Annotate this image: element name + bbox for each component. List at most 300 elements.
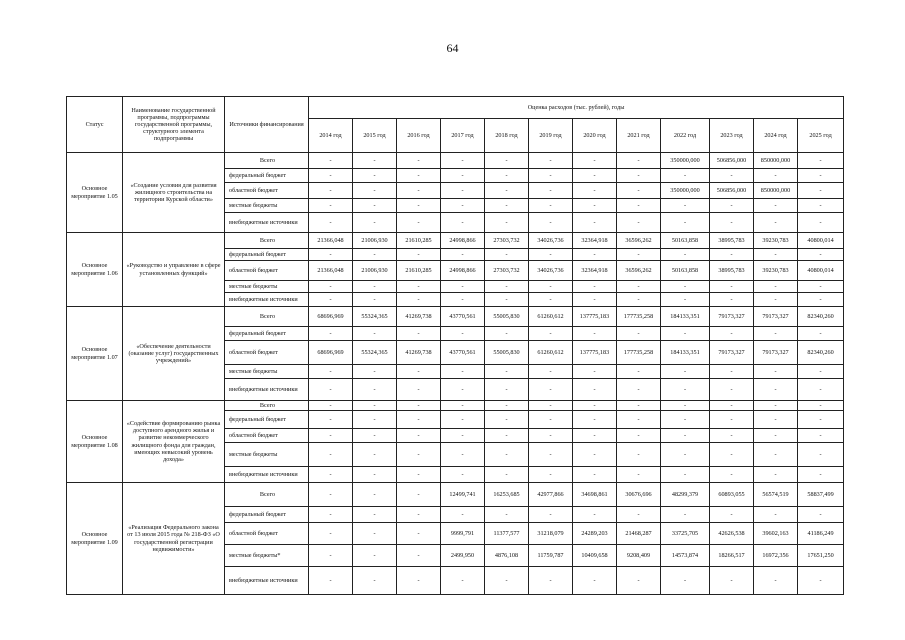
- value-cell: 82340,260: [798, 307, 844, 327]
- header-year: 2023 год: [710, 119, 754, 153]
- value-cell: -: [485, 401, 529, 411]
- value-cell: -: [798, 411, 844, 429]
- value-cell: -: [353, 183, 397, 199]
- value-cell: -: [573, 199, 617, 213]
- budget-table: [66, 96, 844, 595]
- value-cell: -: [798, 327, 844, 341]
- value-cell: -: [353, 429, 397, 443]
- value-cell: -: [754, 401, 798, 411]
- value-cell: -: [353, 249, 397, 261]
- value-cell: 10409,658: [573, 545, 617, 567]
- value-cell: 14573,874: [661, 545, 710, 567]
- value-cell: -: [529, 199, 573, 213]
- value-cell: -: [485, 379, 529, 401]
- value-cell: -: [661, 281, 710, 293]
- value-cell: -: [309, 153, 353, 169]
- value-cell: -: [485, 507, 529, 523]
- value-cell: -: [309, 293, 353, 307]
- value-cell: -: [710, 249, 754, 261]
- value-cell: -: [397, 213, 441, 233]
- value-cell: -: [485, 183, 529, 199]
- value-cell: -: [661, 249, 710, 261]
- value-cell: -: [397, 293, 441, 307]
- value-cell: -: [353, 545, 397, 567]
- value-cell: -: [309, 429, 353, 443]
- value-cell: 27303,732: [485, 261, 529, 281]
- value-cell: -: [441, 249, 485, 261]
- value-cell: -: [573, 153, 617, 169]
- value-cell: 11759,787: [529, 545, 573, 567]
- value-cell: -: [661, 379, 710, 401]
- value-cell: -: [754, 327, 798, 341]
- value-cell: -: [573, 183, 617, 199]
- value-cell: -: [397, 443, 441, 467]
- value-cell: -: [353, 379, 397, 401]
- value-cell: -: [529, 281, 573, 293]
- source-cell: областной бюджет: [225, 261, 309, 281]
- value-cell: -: [661, 365, 710, 379]
- header-year: 2016 год: [397, 119, 441, 153]
- table-row: [67, 401, 844, 411]
- source-cell: областной бюджет: [225, 183, 309, 199]
- source-cell: федеральный бюджет: [225, 169, 309, 183]
- value-cell: -: [573, 411, 617, 429]
- status-cell: Основное мероприятие 1.07: [67, 307, 123, 401]
- value-cell: -: [617, 443, 661, 467]
- value-cell: -: [617, 507, 661, 523]
- value-cell: -: [309, 507, 353, 523]
- value-cell: -: [573, 467, 617, 483]
- value-cell: -: [397, 249, 441, 261]
- value-cell: -: [397, 153, 441, 169]
- value-cell: -: [353, 507, 397, 523]
- value-cell: 850000,000: [754, 153, 798, 169]
- value-cell: 58837,499: [798, 483, 844, 507]
- value-cell: 184133,351: [661, 341, 710, 365]
- value-cell: -: [309, 365, 353, 379]
- table-row: [67, 307, 844, 327]
- value-cell: -: [617, 249, 661, 261]
- value-cell: -: [309, 281, 353, 293]
- source-cell: областной бюджет: [225, 429, 309, 443]
- value-cell: -: [397, 483, 441, 507]
- source-cell: внебюджетные источники: [225, 213, 309, 233]
- value-cell: 24289,203: [573, 523, 617, 545]
- source-cell: внебюджетные источники: [225, 379, 309, 401]
- value-cell: -: [397, 523, 441, 545]
- value-cell: -: [798, 467, 844, 483]
- value-cell: -: [397, 401, 441, 411]
- value-cell: -: [353, 327, 397, 341]
- program-name-cell: «Создание условия для развития жилищного строительства на территории Курской области»: [123, 153, 225, 233]
- value-cell: 21610,285: [397, 261, 441, 281]
- source-cell: местные бюджеты: [225, 443, 309, 467]
- header-year: 2024 год: [754, 119, 798, 153]
- source-cell: местные бюджеты: [225, 199, 309, 213]
- value-cell: -: [353, 365, 397, 379]
- value-cell: 61260,612: [529, 341, 573, 365]
- source-cell: внебюджетные источники: [225, 567, 309, 595]
- value-cell: 36596,262: [617, 261, 661, 281]
- value-cell: 30676,696: [617, 483, 661, 507]
- value-cell: -: [754, 365, 798, 379]
- value-cell: -: [661, 327, 710, 341]
- value-cell: -: [798, 169, 844, 183]
- value-cell: 21468,287: [617, 523, 661, 545]
- value-cell: -: [617, 169, 661, 183]
- value-cell: -: [710, 429, 754, 443]
- value-cell: -: [661, 169, 710, 183]
- value-cell: 79173,327: [754, 341, 798, 365]
- value-cell: -: [798, 281, 844, 293]
- table-row: [67, 153, 844, 169]
- value-cell: -: [710, 365, 754, 379]
- value-cell: -: [798, 401, 844, 411]
- value-cell: -: [353, 169, 397, 183]
- value-cell: -: [573, 401, 617, 411]
- value-cell: -: [309, 249, 353, 261]
- header-year: 2022 год: [661, 119, 710, 153]
- value-cell: 350000,000: [661, 153, 710, 169]
- value-cell: -: [397, 327, 441, 341]
- value-cell: -: [617, 199, 661, 213]
- header-year: 2018 год: [485, 119, 529, 153]
- value-cell: -: [353, 567, 397, 595]
- value-cell: -: [397, 429, 441, 443]
- value-cell: -: [529, 169, 573, 183]
- value-cell: -: [710, 467, 754, 483]
- source-cell: внебюджетные источники: [225, 467, 309, 483]
- value-cell: -: [397, 411, 441, 429]
- header-year: 2017 год: [441, 119, 485, 153]
- value-cell: -: [529, 429, 573, 443]
- value-cell: -: [529, 379, 573, 401]
- value-cell: -: [397, 379, 441, 401]
- value-cell: 48299,379: [661, 483, 710, 507]
- value-cell: -: [710, 411, 754, 429]
- value-cell: 177735,258: [617, 307, 661, 327]
- table-row: [67, 483, 844, 507]
- header-status: Статус: [67, 97, 123, 153]
- source-cell: местные бюджеты*: [225, 545, 309, 567]
- value-cell: 79173,327: [710, 341, 754, 365]
- value-cell: -: [573, 379, 617, 401]
- value-cell: -: [798, 567, 844, 595]
- value-cell: -: [309, 379, 353, 401]
- value-cell: -: [617, 567, 661, 595]
- value-cell: -: [617, 213, 661, 233]
- status-cell: Основное мероприятие 1.09: [67, 483, 123, 595]
- value-cell: 17651,250: [798, 545, 844, 567]
- source-cell: областной бюджет: [225, 523, 309, 545]
- value-cell: -: [309, 213, 353, 233]
- value-cell: 43770,561: [441, 341, 485, 365]
- value-cell: -: [485, 567, 529, 595]
- source-cell: Всего: [225, 153, 309, 169]
- value-cell: -: [798, 429, 844, 443]
- value-cell: -: [529, 183, 573, 199]
- program-name-cell: «Обеспечение деятельности (оказание услуг) государственных учреждений»: [123, 307, 225, 401]
- value-cell: 4876,108: [485, 545, 529, 567]
- value-cell: -: [353, 281, 397, 293]
- value-cell: -: [353, 199, 397, 213]
- value-cell: -: [573, 169, 617, 183]
- value-cell: -: [573, 293, 617, 307]
- header-program-name: Наименование государственной программы, подпрограммы государственной программы, структурного элемента подпрограммы: [123, 97, 225, 153]
- value-cell: -: [309, 523, 353, 545]
- program-name-cell: «Реализация Федерального закона от 13 июля 2015 года № 218-ФЗ «О государственной регистрации недвижимости»: [123, 483, 225, 595]
- value-cell: -: [441, 169, 485, 183]
- value-cell: -: [441, 153, 485, 169]
- value-cell: 24998,866: [441, 233, 485, 249]
- value-cell: -: [661, 293, 710, 307]
- value-cell: -: [798, 293, 844, 307]
- value-cell: -: [309, 183, 353, 199]
- value-cell: 50163,858: [661, 261, 710, 281]
- value-cell: 55324,365: [353, 341, 397, 365]
- value-cell: 137775,183: [573, 307, 617, 327]
- value-cell: 39602,163: [754, 523, 798, 545]
- value-cell: -: [529, 411, 573, 429]
- value-cell: 50163,858: [661, 233, 710, 249]
- source-cell: федеральный бюджет: [225, 507, 309, 523]
- value-cell: 32364,918: [573, 261, 617, 281]
- value-cell: -: [353, 523, 397, 545]
- value-cell: -: [353, 153, 397, 169]
- source-cell: Всего: [225, 401, 309, 411]
- value-cell: -: [710, 379, 754, 401]
- value-cell: -: [441, 379, 485, 401]
- value-cell: -: [529, 401, 573, 411]
- value-cell: 350000,000: [661, 183, 710, 199]
- value-cell: 21006,930: [353, 233, 397, 249]
- value-cell: 32364,918: [573, 233, 617, 249]
- value-cell: -: [573, 249, 617, 261]
- value-cell: -: [397, 169, 441, 183]
- value-cell: -: [661, 429, 710, 443]
- value-cell: -: [661, 567, 710, 595]
- status-cell: Основное мероприятие 1.08: [67, 401, 123, 483]
- table-body: [67, 153, 844, 595]
- value-cell: -: [617, 365, 661, 379]
- value-cell: -: [353, 293, 397, 307]
- value-cell: -: [754, 411, 798, 429]
- value-cell: -: [441, 429, 485, 443]
- value-cell: 38995,783: [710, 261, 754, 281]
- value-cell: -: [617, 153, 661, 169]
- value-cell: -: [573, 213, 617, 233]
- value-cell: 21366,048: [309, 261, 353, 281]
- value-cell: -: [309, 483, 353, 507]
- value-cell: -: [617, 183, 661, 199]
- header-row: [67, 97, 844, 119]
- value-cell: -: [754, 213, 798, 233]
- source-cell: внебюджетные источники: [225, 293, 309, 307]
- value-cell: -: [798, 199, 844, 213]
- value-cell: 18266,517: [710, 545, 754, 567]
- value-cell: -: [397, 281, 441, 293]
- value-cell: -: [754, 507, 798, 523]
- source-cell: местные бюджеты: [225, 365, 309, 379]
- value-cell: 41269,738: [397, 341, 441, 365]
- value-cell: -: [754, 169, 798, 183]
- value-cell: 21366,048: [309, 233, 353, 249]
- value-cell: 79173,327: [710, 307, 754, 327]
- value-cell: -: [754, 379, 798, 401]
- value-cell: -: [710, 213, 754, 233]
- value-cell: -: [441, 281, 485, 293]
- value-cell: -: [485, 293, 529, 307]
- source-cell: областной бюджет: [225, 341, 309, 365]
- value-cell: -: [529, 365, 573, 379]
- value-cell: 11377,577: [485, 523, 529, 545]
- value-cell: -: [529, 153, 573, 169]
- header-year: 2021 год: [617, 119, 661, 153]
- value-cell: -: [754, 567, 798, 595]
- header-year: 2015 год: [353, 119, 397, 153]
- value-cell: -: [529, 467, 573, 483]
- source-cell: федеральный бюджет: [225, 327, 309, 341]
- value-cell: -: [754, 199, 798, 213]
- source-cell: Всего: [225, 233, 309, 249]
- value-cell: 21610,285: [397, 233, 441, 249]
- value-cell: 42977,866: [529, 483, 573, 507]
- value-cell: -: [441, 401, 485, 411]
- value-cell: -: [710, 293, 754, 307]
- source-cell: местные бюджеты: [225, 281, 309, 293]
- value-cell: 850000,000: [754, 183, 798, 199]
- value-cell: -: [573, 507, 617, 523]
- value-cell: -: [441, 467, 485, 483]
- value-cell: 40800,014: [798, 233, 844, 249]
- value-cell: -: [309, 545, 353, 567]
- header-year: 2025 год: [798, 119, 844, 153]
- value-cell: -: [617, 411, 661, 429]
- value-cell: -: [441, 507, 485, 523]
- value-cell: 82340,260: [798, 341, 844, 365]
- value-cell: -: [617, 327, 661, 341]
- value-cell: -: [529, 567, 573, 595]
- value-cell: 68696,969: [309, 341, 353, 365]
- value-cell: -: [661, 199, 710, 213]
- value-cell: -: [710, 281, 754, 293]
- value-cell: -: [397, 545, 441, 567]
- value-cell: 55005,830: [485, 341, 529, 365]
- value-cell: -: [441, 327, 485, 341]
- source-cell: Всего: [225, 307, 309, 327]
- value-cell: -: [441, 293, 485, 307]
- value-cell: 506856,000: [710, 153, 754, 169]
- value-cell: -: [309, 401, 353, 411]
- value-cell: -: [661, 467, 710, 483]
- value-cell: -: [529, 249, 573, 261]
- value-cell: -: [617, 467, 661, 483]
- value-cell: -: [617, 429, 661, 443]
- value-cell: 61260,612: [529, 307, 573, 327]
- value-cell: -: [617, 281, 661, 293]
- value-cell: -: [441, 183, 485, 199]
- value-cell: -: [397, 183, 441, 199]
- source-cell: федеральный бюджет: [225, 411, 309, 429]
- header-year: 2014 год: [309, 119, 353, 153]
- value-cell: -: [798, 249, 844, 261]
- value-cell: -: [441, 567, 485, 595]
- value-cell: 21006,930: [353, 261, 397, 281]
- value-cell: -: [617, 379, 661, 401]
- value-cell: 34026,736: [529, 233, 573, 249]
- value-cell: 55005,830: [485, 307, 529, 327]
- value-cell: -: [754, 281, 798, 293]
- value-cell: 40800,014: [798, 261, 844, 281]
- value-cell: -: [529, 443, 573, 467]
- value-cell: -: [485, 199, 529, 213]
- value-cell: -: [309, 411, 353, 429]
- value-cell: -: [754, 249, 798, 261]
- value-cell: -: [353, 467, 397, 483]
- value-cell: -: [309, 567, 353, 595]
- value-cell: -: [353, 483, 397, 507]
- value-cell: -: [754, 467, 798, 483]
- value-cell: -: [573, 327, 617, 341]
- value-cell: 12499,741: [441, 483, 485, 507]
- value-cell: -: [441, 365, 485, 379]
- value-cell: 9208,409: [617, 545, 661, 567]
- table-row: [67, 233, 844, 249]
- value-cell: -: [529, 293, 573, 307]
- value-cell: 60893,055: [710, 483, 754, 507]
- header-year: 2019 год: [529, 119, 573, 153]
- value-cell: 36596,262: [617, 233, 661, 249]
- value-cell: 184133,351: [661, 307, 710, 327]
- value-cell: -: [485, 467, 529, 483]
- value-cell: 39230,783: [754, 233, 798, 249]
- value-cell: -: [661, 507, 710, 523]
- value-cell: -: [798, 365, 844, 379]
- value-cell: 177735,258: [617, 341, 661, 365]
- value-cell: -: [661, 443, 710, 467]
- value-cell: -: [397, 199, 441, 213]
- value-cell: -: [710, 401, 754, 411]
- value-cell: -: [397, 507, 441, 523]
- page-number: 64: [446, 41, 459, 55]
- value-cell: 41269,738: [397, 307, 441, 327]
- source-cell: федеральный бюджет: [225, 249, 309, 261]
- value-cell: 33725,705: [661, 523, 710, 545]
- value-cell: -: [754, 443, 798, 467]
- value-cell: -: [710, 567, 754, 595]
- value-cell: -: [661, 213, 710, 233]
- value-cell: 38995,783: [710, 233, 754, 249]
- program-name-cell: «Руководство и управление в сфере установленных функций»: [123, 233, 225, 307]
- value-cell: -: [798, 183, 844, 199]
- value-cell: 27303,732: [485, 233, 529, 249]
- value-cell: 2499,950: [441, 545, 485, 567]
- value-cell: 31218,079: [529, 523, 573, 545]
- value-cell: 42626,538: [710, 523, 754, 545]
- value-cell: -: [573, 281, 617, 293]
- value-cell: -: [485, 169, 529, 183]
- value-cell: -: [485, 365, 529, 379]
- value-cell: -: [485, 153, 529, 169]
- value-cell: -: [710, 327, 754, 341]
- value-cell: 34698,861: [573, 483, 617, 507]
- value-cell: -: [441, 213, 485, 233]
- value-cell: -: [798, 507, 844, 523]
- value-cell: -: [397, 467, 441, 483]
- status-cell: Основное мероприятие 1.05: [67, 153, 123, 233]
- value-cell: 137775,183: [573, 341, 617, 365]
- value-cell: -: [353, 401, 397, 411]
